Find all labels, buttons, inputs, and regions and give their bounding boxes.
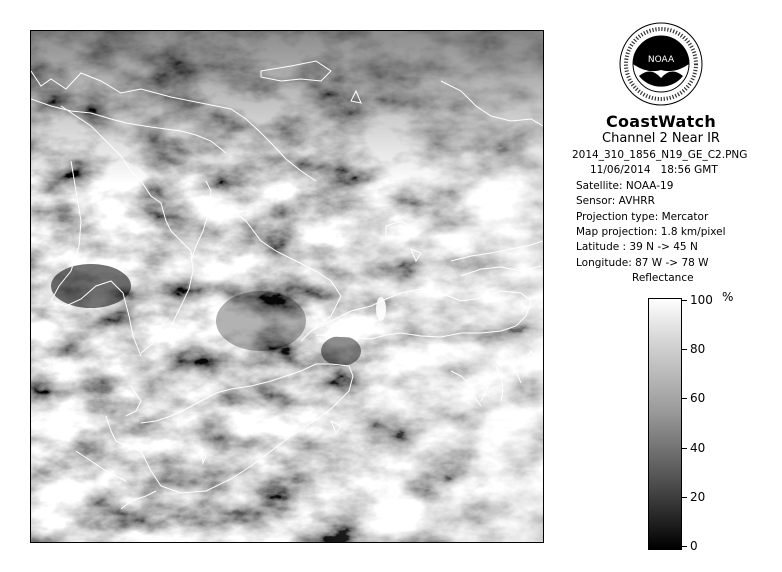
noaa-seal-icon bbox=[619, 22, 703, 106]
colorbar-tick-label: 60 bbox=[690, 391, 706, 405]
date-time bbox=[576, 163, 747, 178]
colorbar-tick-label: 80 bbox=[690, 342, 706, 356]
metadata-panel bbox=[572, 148, 748, 271]
colorbar-title: Reflectance bbox=[632, 272, 694, 284]
channel-label: Channel 2 Near IR bbox=[602, 131, 720, 146]
colorbar-unit: % bbox=[722, 290, 734, 304]
colorbar-tick-label: 40 bbox=[690, 441, 706, 455]
satellite: Satellite: NOAA-19 bbox=[576, 179, 674, 192]
colorbar-tick bbox=[681, 300, 687, 301]
colorbar-tick bbox=[681, 497, 687, 498]
projection-type: Projection type: Mercator bbox=[576, 210, 709, 223]
lake-erie-dark-water bbox=[321, 336, 361, 366]
lake-michigan-dark-water bbox=[51, 264, 131, 308]
bright-cloud-patch bbox=[376, 297, 386, 321]
sensor: Sensor: AVHRR bbox=[576, 195, 655, 208]
colorbar-tick bbox=[681, 546, 687, 547]
product-name: CoastWatch bbox=[605, 112, 717, 131]
colorbar-tick-label: 0 bbox=[690, 539, 698, 553]
satellite-image bbox=[30, 30, 544, 543]
map-projection: Map projection: 1.8 km/pixel bbox=[576, 226, 726, 239]
colorbar-tick bbox=[681, 349, 687, 350]
colorbar-tick bbox=[681, 448, 687, 449]
date: 11/06/2014 bbox=[590, 164, 651, 177]
colorbar-tick-label: 100 bbox=[690, 293, 713, 307]
noaa-logo-text: NOAA bbox=[647, 55, 675, 65]
colorbar-tick bbox=[681, 398, 687, 399]
colorbar bbox=[648, 298, 682, 550]
filename: 2014_310_1856_N19_GE_C2.PNG bbox=[572, 149, 748, 161]
time: 18:56 GMT bbox=[660, 164, 718, 177]
lake-huron-dark-water bbox=[216, 291, 306, 351]
latitude-range: Latitude : 39 N -> 45 N bbox=[576, 241, 698, 254]
colorbar-tick-label: 20 bbox=[690, 490, 706, 504]
longitude-range: Longitude: 87 W -> 78 W bbox=[576, 256, 709, 269]
satellite-image-svg bbox=[31, 31, 543, 542]
